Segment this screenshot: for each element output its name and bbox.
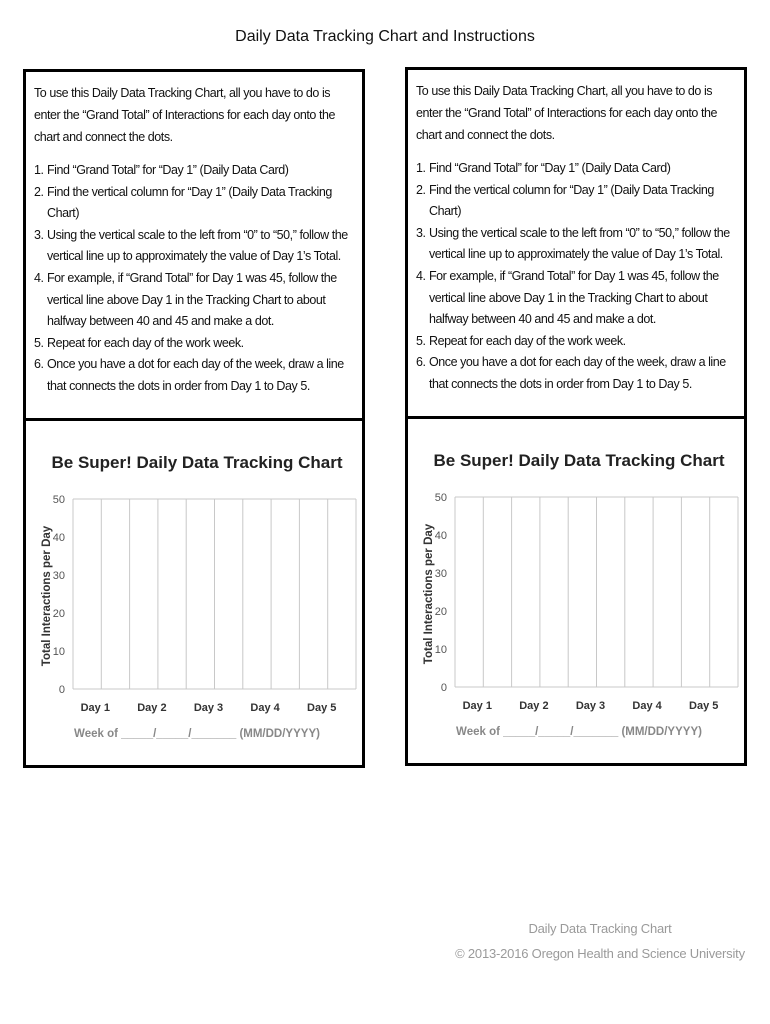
instruction-step	[416, 266, 736, 331]
instruction-step	[34, 225, 354, 268]
x-tick-label: Day 1	[80, 702, 110, 714]
tracking-chart	[408, 419, 750, 766]
y-tick-label: 10	[434, 644, 447, 656]
y-tick-label: 10	[52, 646, 65, 658]
x-axis-label: Week of _____/_____/_______ (MM/DD/YYYY)	[456, 726, 702, 738]
instructions-box	[23, 69, 365, 421]
chart-title: Be Super! Daily Data Tracking Chart	[51, 453, 343, 472]
y-tick-label: 50	[434, 492, 447, 504]
y-tick-label: 0	[440, 682, 447, 694]
y-tick-label: 20	[52, 608, 65, 620]
x-tick-label: Day 4	[250, 702, 280, 714]
step-text: For example, if “Grand Total” for Day 1 was 45, follow the vertical line above Day 1 in the Tracking Chart to about halfway between 40 and 45 and make a dot.	[429, 268, 719, 327]
step-text: Once you have a dot for each day of the week, draw a line that connects the dots in order from Day 1 to Day 5.	[429, 355, 726, 391]
x-tick-label: Day 3	[193, 702, 224, 714]
y-tick-label: 20	[434, 606, 447, 618]
step-number: 6.	[34, 357, 44, 372]
instruction-step	[416, 223, 736, 266]
y-tick-label: 40	[52, 532, 65, 544]
footer-copyright: © 2013-2016 Oregon Health and Science University	[455, 946, 745, 961]
step-number: 4.	[416, 268, 426, 283]
x-tick-label: Day 5	[689, 700, 719, 712]
y-tick-label: 0	[58, 684, 65, 696]
chart-title: Be Super! Daily Data Tracking Chart	[433, 451, 725, 470]
instruction-step	[416, 180, 736, 223]
page-title: Daily Data Tracking Chart and Instructions	[235, 28, 535, 45]
step-number: 6.	[416, 355, 426, 370]
y-tick-label: 50	[52, 494, 65, 506]
footer-title: Daily Data Tracking Chart	[528, 921, 672, 936]
instructions-intro: To use this Daily Data Tracking Chart, all you have to do is enter the “Grand Total” of Interactions for each day onto the chart and connect the dots.	[34, 86, 335, 144]
x-tick-label: Day 4	[632, 700, 662, 712]
step-number: 5.	[34, 335, 44, 350]
step-text: Find the vertical column for “Day 1” (Daily Data Tracking Chart)	[429, 182, 714, 219]
step-text: Find “Grand Total” for “Day 1” (Daily Data Card)	[429, 161, 671, 175]
instructions-list	[34, 160, 354, 398]
instruction-step	[34, 182, 354, 225]
step-text: Using the vertical scale to the left from “0” to “50,” follow the vertical line up to approximately the value of Day 1’s Total.	[47, 227, 348, 264]
step-number: 2.	[416, 182, 426, 197]
instruction-step	[34, 160, 354, 182]
instruction-step	[34, 268, 354, 333]
instruction-step	[34, 333, 354, 355]
step-text: Find the vertical column for “Day 1” (Daily Data Tracking Chart)	[47, 184, 332, 221]
step-text: Once you have a dot for each day of the week, draw a line that connects the dots in order from Day 1 to Day 5.	[47, 357, 344, 393]
step-number: 3.	[34, 227, 44, 242]
instruction-step	[416, 331, 736, 353]
step-text: Repeat for each day of the work week.	[429, 333, 626, 348]
y-tick-label: 30	[434, 568, 447, 580]
x-tick-label: Day 1	[462, 700, 492, 712]
step-number: 4.	[34, 270, 44, 285]
step-text: Find “Grand Total” for “Day 1” (Daily Data Card)	[47, 163, 289, 177]
x-tick-label: Day 3	[575, 700, 606, 712]
step-text: Repeat for each day of the work week.	[47, 335, 244, 350]
y-tick-label: 40	[434, 530, 447, 542]
x-axis-label: Week of _____/_____/_______ (MM/DD/YYYY)	[74, 728, 320, 740]
step-number: 2.	[34, 184, 44, 199]
instruction-step	[34, 354, 354, 397]
tracking-chart-box	[405, 419, 747, 766]
tracking-chart	[26, 421, 368, 768]
x-tick-label: Day 5	[307, 702, 337, 714]
y-axis-label: Total Interactions per Day	[41, 525, 53, 667]
step-number: 5.	[416, 333, 426, 348]
y-tick-label: 30	[52, 570, 65, 582]
step-text: Using the vertical scale to the left from “0” to “50,” follow the vertical line up to approximately the value of Day 1’s Total.	[429, 225, 730, 262]
step-text: For example, if “Grand Total” for Day 1 was 45, follow the vertical line above Day 1 in the Tracking Chart to about halfway between 40 and 45 and make a dot.	[47, 270, 337, 329]
step-number: 3.	[416, 225, 426, 240]
x-tick-label: Day 2	[519, 700, 549, 712]
y-axis-label: Total Interactions per Day	[423, 523, 435, 665]
instructions-intro: To use this Daily Data Tracking Chart, all you have to do is enter the “Grand Total” of Interactions for each day onto the chart and connect the dots.	[416, 84, 717, 142]
x-tick-label: Day 2	[137, 702, 167, 714]
step-number: 1.	[416, 161, 426, 175]
step-number: 1.	[34, 163, 44, 177]
instruction-step	[416, 352, 736, 395]
instructions-box	[405, 67, 747, 419]
tracking-chart-box	[23, 421, 365, 768]
instruction-step	[416, 158, 736, 180]
instructions-list	[416, 158, 736, 396]
